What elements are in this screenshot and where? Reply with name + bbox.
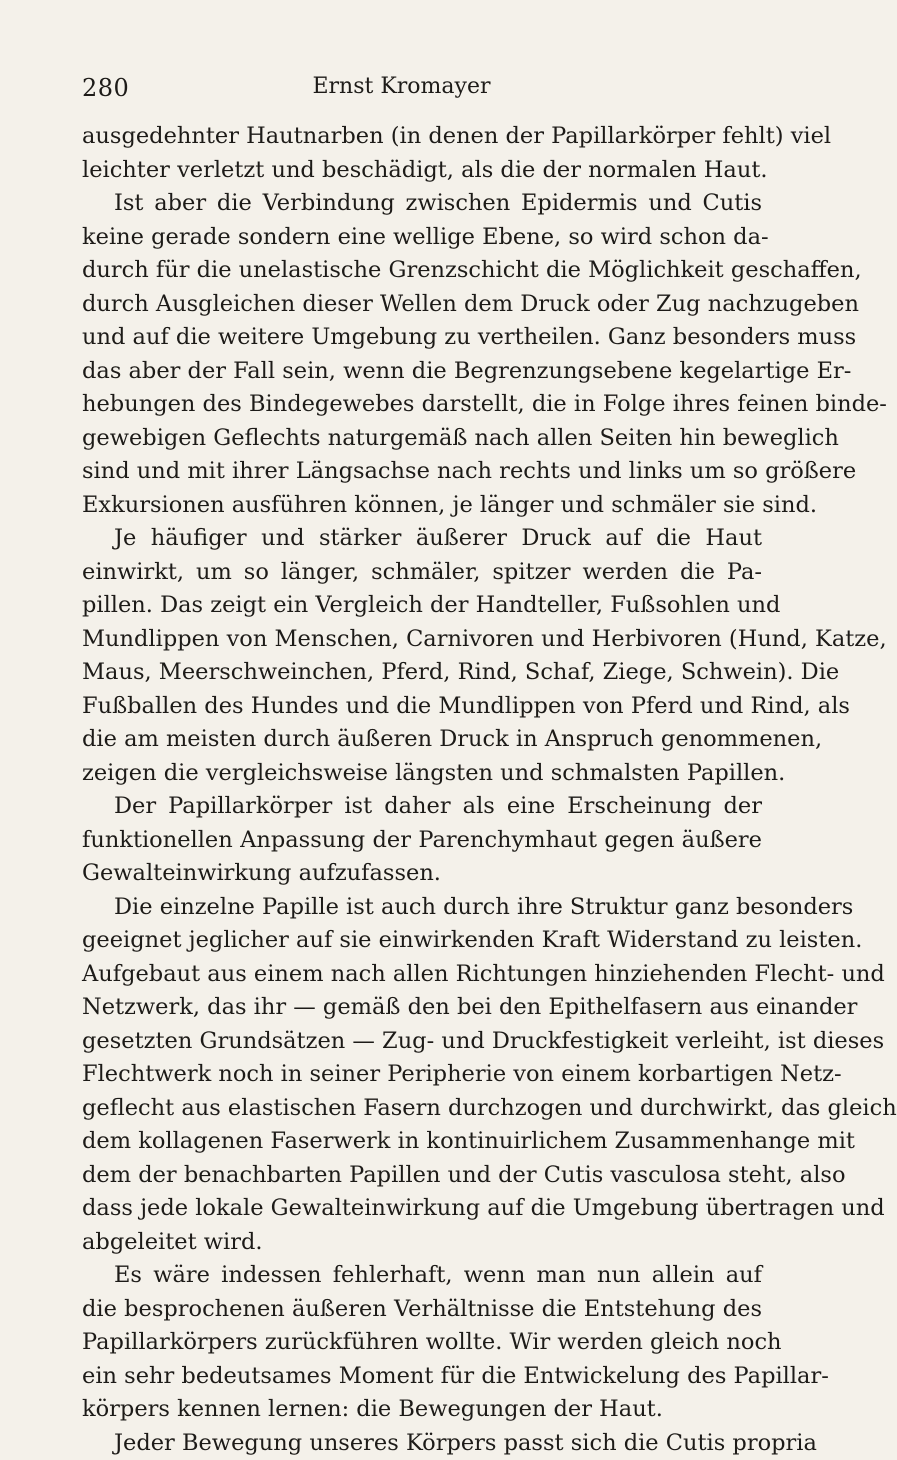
text-line: ein sehr bedeutsames Moment für die Entwickelung des Papillar-	[82, 1360, 762, 1394]
text-line: Mundlippen von Menschen, Carnivoren und Herbivoren (Hund, Katze,	[82, 623, 762, 657]
text-line: Maus, Meerschweinchen, Pferd, Rind, Schaf, Ziege, Schwein). Die	[82, 656, 762, 690]
text-line: durch für die unelastische Grenzschicht die Möglichkeit geschaffen,	[82, 254, 762, 288]
text-line: ausgedehnter Hautnarben (in denen der Papillarkörper fehlt) viel	[82, 120, 762, 154]
text-line: durch Ausgleichen dieser Wellen dem Druck oder Zug nachzugeben	[82, 288, 762, 322]
text-line: Aufgebaut aus einem nach allen Richtungen hinziehenden Flecht- und	[82, 958, 762, 992]
text-line: geflecht aus elastischen Fasern durchzogen und durchwirkt, das gleich	[82, 1092, 762, 1126]
text-line: Gewalteinwirkung aufzufassen.	[82, 857, 762, 891]
text-line: hebungen des Bindegewebes darstellt, die in Folge ihres feinen binde-	[82, 388, 762, 422]
text-line: und auf die weitere Umgebung zu vertheilen. Ganz besonders muss	[82, 321, 762, 355]
text-line: gewebigen Geflechts naturgemäß nach allen Seiten hin beweglich	[82, 422, 762, 456]
text-line: funktionellen Anpassung der Parenchymhaut gegen äußere	[82, 824, 762, 858]
text-line: Ist aber die Verbindung zwischen Epidermis und Cutis	[82, 187, 762, 221]
text-line: Netzwerk, das ihr — gemäß den bei den Epithelfasern aus einander	[82, 991, 762, 1025]
text-line: dass jede lokale Gewalteinwirkung auf die Umgebung übertragen und	[82, 1192, 762, 1226]
page-number: 280	[82, 74, 129, 102]
text-line: leichter verletzt und beschädigt, als die der normalen Haut.	[82, 154, 762, 188]
text-line: Flechtwerk noch in seiner Peripherie von einem korbartigen Netz-	[82, 1058, 762, 1092]
text-line: Fußballen des Hundes und die Mundlippen von Pferd und Rind, als	[82, 690, 762, 724]
text-line: körpers kennen lernen: die Bewegungen der Haut.	[82, 1393, 762, 1427]
text-line: sind und mit ihrer Längsachse nach rechts und links um so größere	[82, 455, 762, 489]
text-line: geeignet jeglicher auf sie einwirkenden Kraft Widerstand zu leisten.	[82, 924, 762, 958]
text-line: zeigen die vergleichsweise längsten und schmalsten Papillen.	[82, 757, 762, 791]
text-line: abgeleitet wird.	[82, 1226, 762, 1260]
text-line: einwirkt, um so länger, schmäler, spitzer werden die Pa-	[82, 556, 762, 590]
text-line: das aber der Fall sein, wenn die Begrenzungsebene kegelartige Er-	[82, 355, 762, 389]
text-line: gesetzten Grundsätzen — Zug- und Druckfestigkeit verleiht, ist dieses	[82, 1025, 762, 1059]
text-line: Die einzelne Papille ist auch durch ihre Struktur ganz besonders	[82, 891, 762, 925]
text-line: dem kollagenen Faserwerk in kontinuirlichem Zusammenhange mit	[82, 1125, 762, 1159]
body-text	[82, 120, 762, 1460]
text-line: Papillarkörpers zurückführen wollte. Wir werden gleich noch	[82, 1326, 762, 1360]
text-line: Jeder Bewegung unseres Körpers passt sich die Cutis propria	[82, 1427, 762, 1460]
text-line: die besprochenen äußeren Verhältnisse die Entstehung des	[82, 1293, 762, 1327]
text-line: pillen. Das zeigt ein Vergleich der Handteller, Fußsohlen und	[82, 589, 762, 623]
text-line: Je häufiger und stärker äußerer Druck auf die Haut	[82, 522, 762, 556]
text-line: keine gerade sondern eine wellige Ebene, so wird schon da-	[82, 221, 762, 255]
text-line: Der Papillarkörper ist daher als eine Erscheinung der	[82, 790, 762, 824]
text-line: Exkursionen ausführen können, je länger und schmäler sie sind.	[82, 489, 762, 523]
page-header	[82, 74, 761, 114]
text-line: die am meisten durch äußeren Druck in Anspruch genommenen,	[82, 723, 762, 757]
text-line: Es wäre indessen fehlerhaft, wenn man nun allein auf	[82, 1259, 762, 1293]
text-line: dem der benachbarten Papillen und der Cutis vasculosa steht, also	[82, 1159, 762, 1193]
running-head: Ernst Kromayer	[82, 74, 761, 99]
